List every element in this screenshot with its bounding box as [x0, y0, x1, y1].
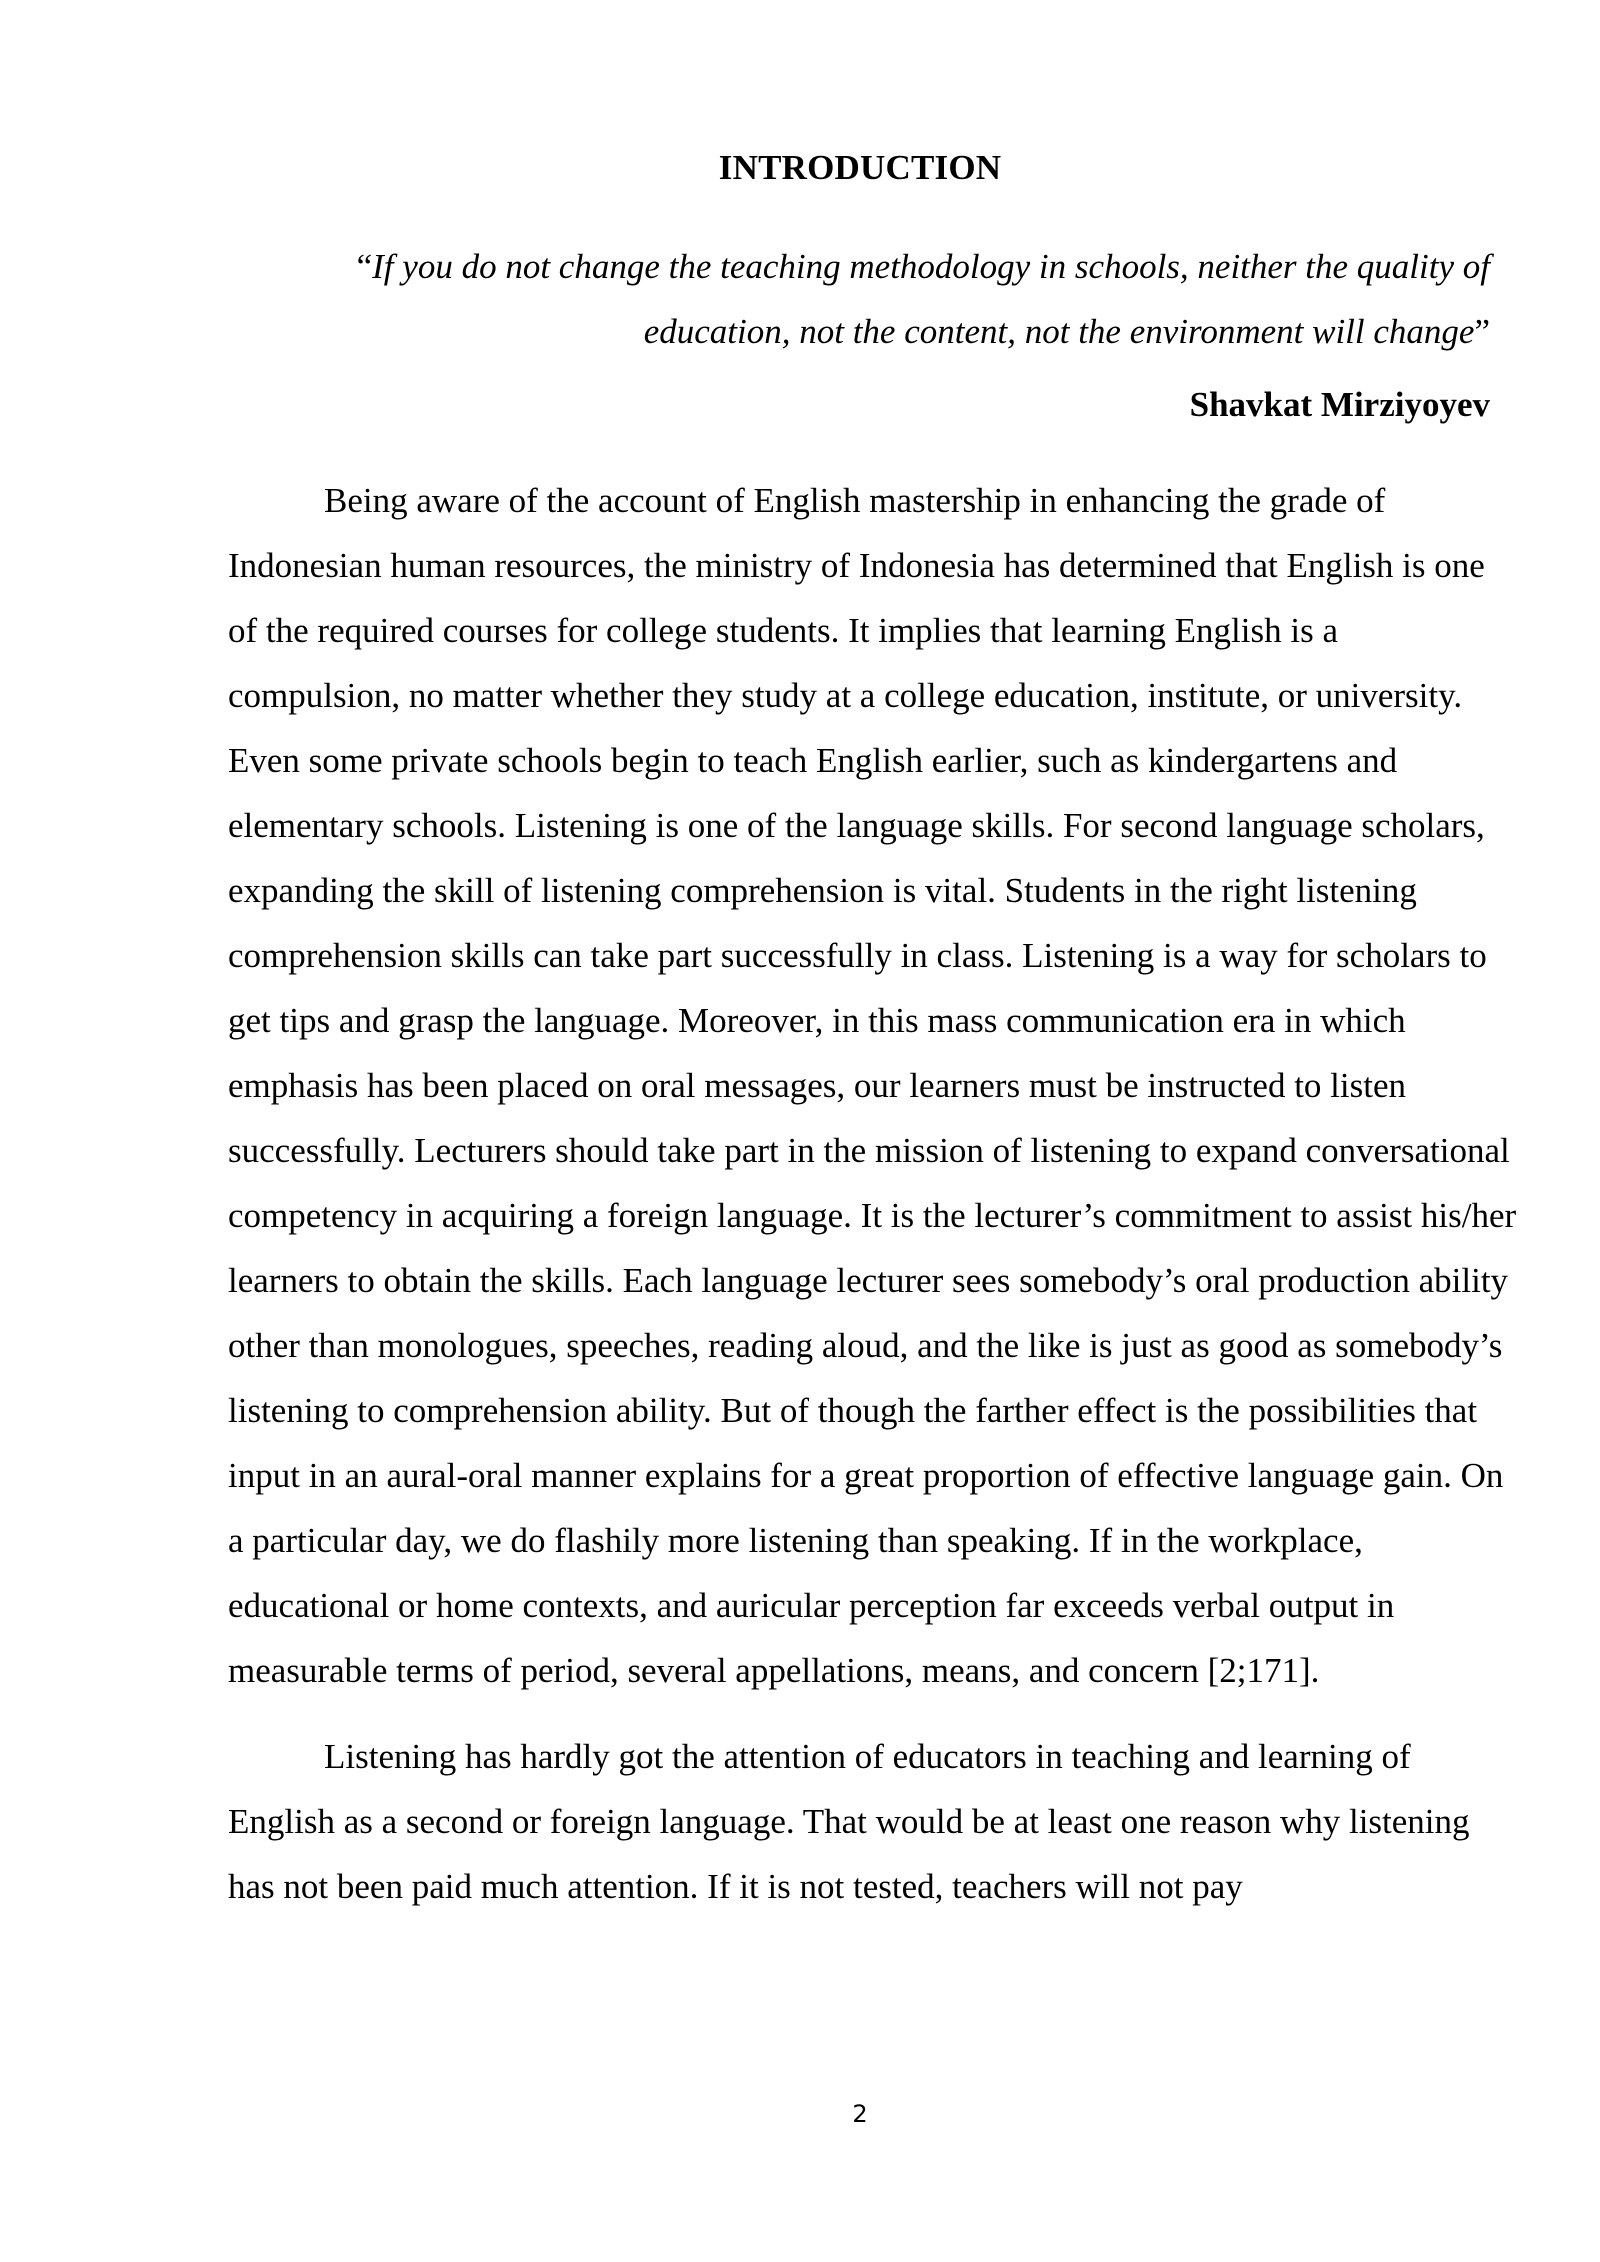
paragraph-2: Listening has hardly got the attention of educators in teaching and learning of English as a second or foreign language. That would be at least one reason why listening has not been paid much attention. If it is not tested, teachers will not pay [228, 1737, 1470, 1906]
epigraph-author: Shavkat Mirziyoyev [1189, 385, 1490, 424]
body-text [228, 468, 1518, 1919]
page-number: 2 [852, 2100, 868, 2128]
epigraph-quote [340, 234, 1490, 364]
section-heading: INTRODUCTION [718, 148, 1002, 187]
epigraph-open-quote: “ [356, 247, 373, 286]
epigraph-close-quote: ” [1474, 312, 1490, 351]
epigraph-text: If you do not change the teaching methodology in schools, neither the quality of education, not the content, not the environment will change [372, 247, 1490, 351]
paragraph-1: Being aware of the account of English mastership in enhancing the grade of Indonesian human resources, the ministry of Indonesia has determined that English is one of the required courses for college students. It implies that learning English is a compulsion, no matter whether they study at a college education, institute, or university. Even some private schools begin to teach English earlier, such as kindergartens and elementary schools. Listening is one of the language skills. For second language scholars, expanding the skill of listening comprehension is vital. Students in the right listening comprehension skills can take part successfully in class. Listening is a way for scholars to get tips and grasp the language. Moreover, in this mass communication era in which emphasis has been placed on oral messages, our learners must be instructed to listen successfully. Lecturers should take part in the mission of listening to expand conversational competency in acquiring a foreign language. It is the lecturer’s commitment to assist his/her learners to obtain the skills. Each language lecturer sees somebody’s oral production ability other than monologues, speeches, reading aloud, and the like is just as good as somebody’s listening to comprehension ability. But of though the farther effect is the possibilities that input in an aural-oral manner explains for a great proportion of effective language gain. On a particular day, we do flashily more listening than speaking. If in the workplace, educational or home contexts, and auricular perception far exceeds verbal output in measurable terms of period, several appellations, means, and concern [2;171]. [228, 481, 1517, 1690]
